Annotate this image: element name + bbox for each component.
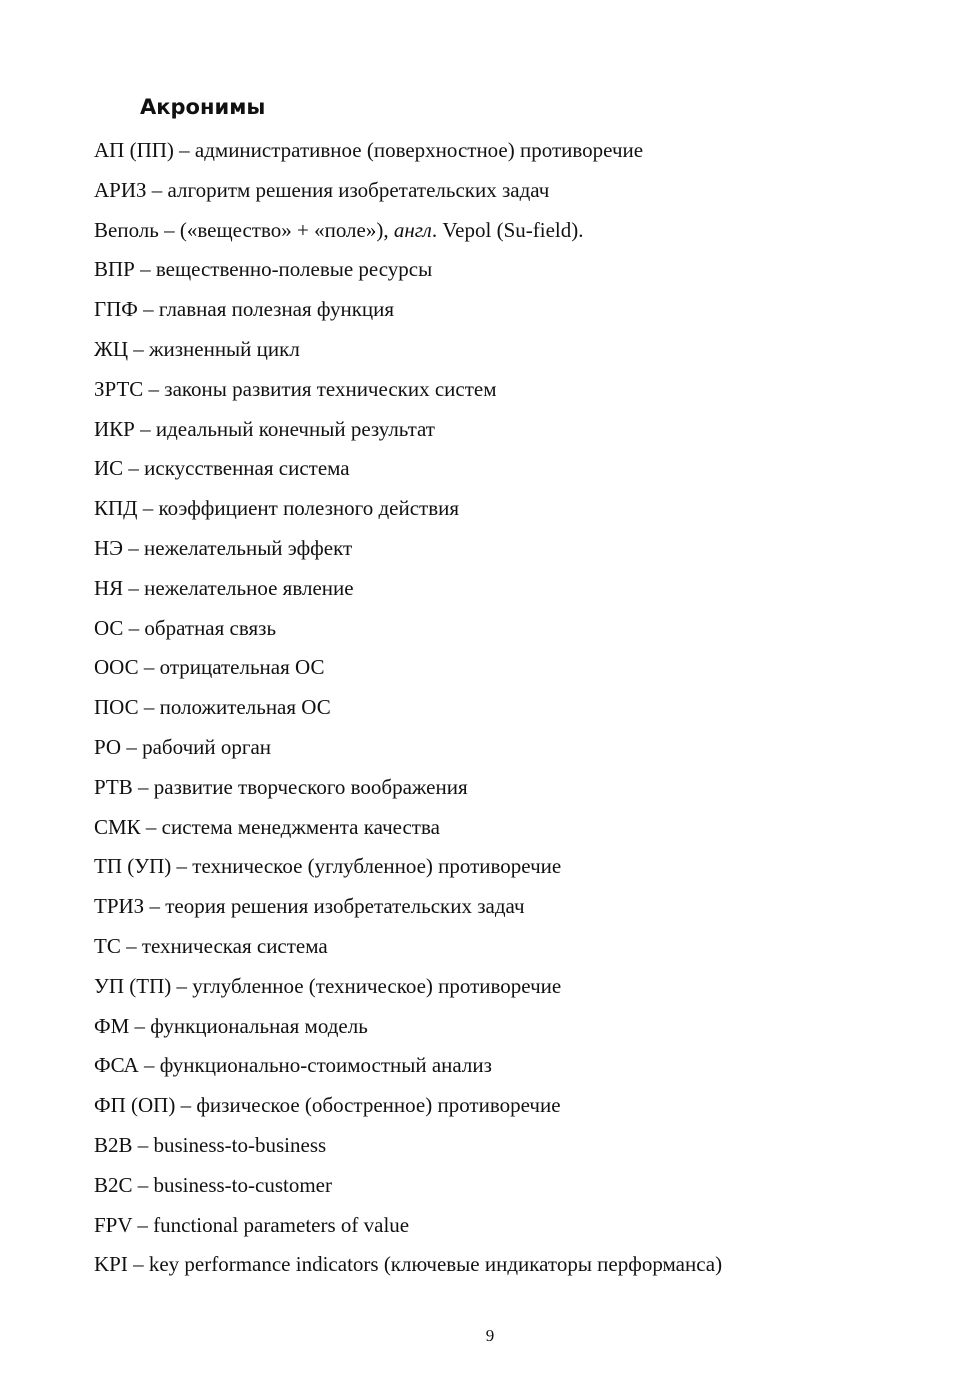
acronym-entry: B2B – business-to-business — [94, 1132, 327, 1157]
acronym-list — [94, 131, 722, 1285]
acronym-entry: ТРИЗ – теория решения изобретательских задач — [94, 894, 525, 919]
acronym-entry: КПД – коэффициент полезного действия — [94, 496, 460, 521]
acronym-entry: ФМ – функциональная модель — [94, 1013, 368, 1038]
acronym-entry: ФСА – функционально-стоимостный анализ — [94, 1053, 492, 1078]
acronym-entry: ГПФ – главная полезная функция — [94, 297, 395, 322]
acronym-entry: УП (ТП) – углубленное (техническое) противоречие — [94, 973, 562, 998]
acronym-entry: РО – рабочий орган — [94, 734, 272, 759]
acronym-entry: НЯ – нежелательное явление — [94, 575, 354, 600]
acronym-entry: KPI – key performance indicators (ключевые индикаторы перформанса) — [94, 1252, 723, 1277]
acronym-entry: ТП (УП) – техническое (углубленное) противоречие — [94, 854, 562, 879]
acronym-entry: ЗРТС – законы развития технических систем — [94, 376, 497, 401]
acronym-entry: ТС – техническая система — [94, 933, 328, 958]
page-title: Акронимы — [140, 95, 266, 119]
acronym-entry: ВПР – вещественно-полевые ресурсы — [94, 257, 433, 282]
acronym-entry: АРИЗ – алгоритм решения изобретательских задач — [94, 177, 550, 202]
acronym-entry: СМК – система менеджмента качества — [94, 814, 440, 839]
acronym-entry: ИС – искусственная система — [94, 456, 350, 481]
acronym-entry-text: Веполь – («вещество» + «поле»), — [94, 217, 389, 242]
acronym-entry: ПОС – положительная ОС — [94, 695, 331, 720]
acronym-entry-tail: . Vepol (Su-field). — [431, 217, 584, 242]
acronym-entry: АП (ПП) – административное (поверхностное) противоречие — [94, 138, 644, 162]
acronym-entry: РТВ – развитие творческого воображения — [94, 774, 468, 799]
acronym-entry: FPV – functional parameters of value — [94, 1212, 410, 1237]
acronym-entry: ФП (ОП) – физическое (обостренное) противоречие — [94, 1093, 561, 1118]
acronym-entry: ИКР – идеальный конечный результат — [94, 416, 435, 441]
abbrev-english: англ — [393, 217, 432, 242]
acronym-entry: ЖЦ – жизненный цикл — [94, 336, 300, 361]
acronym-entry: B2C – business-to-customer — [94, 1172, 332, 1197]
acronym-entry: ОС – обратная связь — [94, 615, 277, 640]
acronym-entry-vepol — [94, 211, 722, 251]
acronym-entry: ООС – отрицательная ОС — [94, 655, 325, 680]
page-number: 9 — [485, 1326, 495, 1345]
acronym-entry: НЭ – нежелательный эффект — [94, 535, 353, 560]
